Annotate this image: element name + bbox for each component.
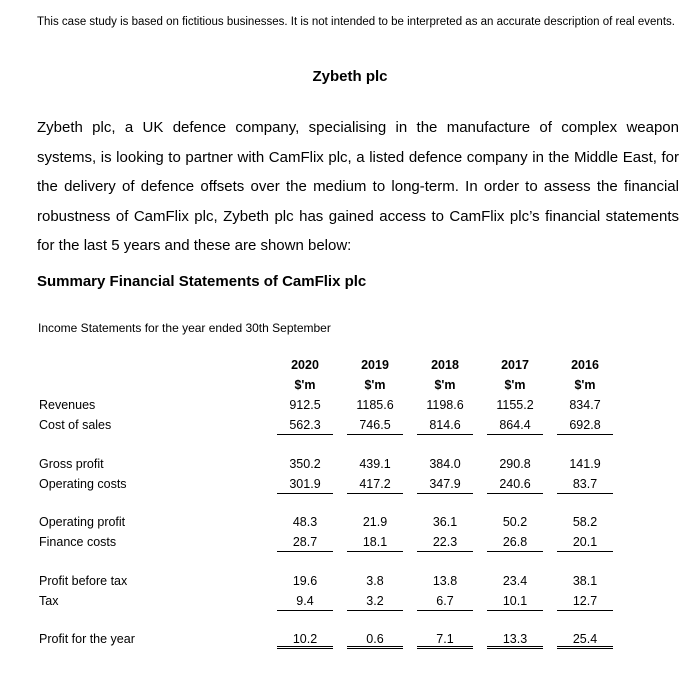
tax-row [37, 591, 637, 611]
unit-header-row [37, 375, 637, 395]
year-header: 2019 [361, 358, 389, 372]
income-statement-table [37, 355, 637, 649]
row-spacer [37, 494, 637, 513]
row-label: Profit before tax [39, 573, 128, 588]
value-cell: 417.2 [347, 474, 403, 494]
value-cell: 141.9 [569, 456, 601, 471]
value-cell: 26.8 [487, 532, 543, 552]
value-cell: 48.3 [292, 515, 318, 529]
row-label: Operating costs [39, 476, 127, 491]
year-header-row [37, 355, 637, 375]
value-cell: 1198.6 [426, 398, 464, 412]
value-cell: 240.6 [487, 474, 543, 494]
value-cell: 20.1 [557, 532, 613, 552]
value-cell: 12.7 [557, 591, 613, 611]
row-label: Tax [39, 593, 59, 608]
finance-costs-row [37, 532, 637, 552]
value-cell: 347.9 [417, 474, 473, 494]
value-cell: 384.0 [429, 456, 461, 471]
value-cell: 9.4 [277, 591, 333, 611]
row-label: Finance costs [39, 535, 117, 549]
row-label: Revenues [39, 398, 96, 412]
value-cell: 38.1 [572, 573, 598, 588]
year-header: 2017 [501, 358, 529, 372]
value-cell: 23.4 [502, 573, 528, 588]
operating-profit-row [37, 512, 637, 532]
value-cell: 13.3 [487, 629, 543, 649]
value-cell: 864.4 [487, 415, 543, 435]
value-cell: 814.6 [417, 415, 473, 435]
value-cell: 13.8 [432, 573, 458, 588]
value-cell: 3.2 [347, 591, 403, 611]
value-cell: 21.9 [362, 515, 388, 529]
row-label: Cost of sales [39, 418, 112, 432]
year-header: 2020 [291, 358, 319, 372]
unit-header: $'m [434, 378, 456, 392]
value-cell: 562.3 [277, 415, 333, 435]
statement-title: Income Statements for the year ended 30th September [38, 321, 331, 335]
disclaimer-text: This case study is based on fictitious businesses. It is not intended to be interpreted as an accurate description of real events. [37, 16, 675, 28]
value-cell: 6.7 [417, 591, 473, 611]
value-cell: 301.9 [277, 474, 333, 494]
value-cell: 10.1 [487, 591, 543, 611]
value-cell: 22.3 [417, 532, 473, 552]
value-cell: 0.6 [347, 629, 403, 649]
row-spacer [37, 611, 637, 630]
value-cell: 834.7 [569, 398, 601, 412]
unit-header: $'m [574, 378, 596, 392]
value-cell: 1155.2 [496, 398, 534, 412]
intro-paragraph: Zybeth plc, a UK defence company, specialising in the manufacture of complex weapon systems, is looking to partner with CamFlix plc, a listed defence company in the Middle East, for the delivery of defence offsets over the medium to long-term. In order to assess the financial robustness of CamFlix plc, Zybeth plc has gained access to CamFlix plc’s financial statements for the last 5 years and these are shown below: [37, 119, 679, 254]
unit-header: $'m [364, 378, 386, 392]
value-cell: 50.2 [502, 515, 528, 529]
cost-of-sales-row [37, 415, 637, 435]
value-cell: 25.4 [557, 629, 613, 649]
value-cell: 1185.6 [356, 398, 394, 412]
value-cell: 290.8 [499, 456, 531, 471]
profit-for-year-row [37, 629, 637, 649]
value-cell: 3.8 [366, 573, 384, 588]
gross-profit-row [37, 454, 637, 474]
year-header: 2016 [571, 358, 599, 372]
row-spacer [37, 435, 637, 454]
section-heading: Summary Financial Statements of CamFlix plc [37, 273, 367, 290]
value-cell: 28.7 [277, 532, 333, 552]
unit-header: $'m [294, 378, 316, 392]
revenues-row [37, 395, 637, 415]
value-cell: 692.8 [557, 415, 613, 435]
document-title: Zybeth plc [312, 68, 388, 85]
year-header: 2018 [431, 358, 459, 372]
value-cell: 10.2 [277, 629, 333, 649]
value-cell: 439.1 [359, 456, 391, 471]
value-cell: 36.1 [432, 515, 458, 529]
row-spacer [37, 552, 637, 571]
value-cell: 18.1 [347, 532, 403, 552]
unit-header: $'m [504, 378, 526, 392]
value-cell: 58.2 [572, 515, 598, 529]
value-cell: 746.5 [347, 415, 403, 435]
operating-costs-row [37, 474, 637, 494]
value-cell: 350.2 [289, 456, 321, 471]
row-label: Profit for the year [39, 632, 135, 646]
value-cell: 83.7 [557, 474, 613, 494]
value-cell: 19.6 [292, 573, 318, 588]
row-label: Gross profit [39, 456, 104, 471]
value-cell: 7.1 [417, 629, 473, 649]
value-cell: 912.5 [289, 398, 321, 412]
profit-before-tax-row [37, 571, 637, 591]
row-label: Operating profit [39, 515, 126, 529]
